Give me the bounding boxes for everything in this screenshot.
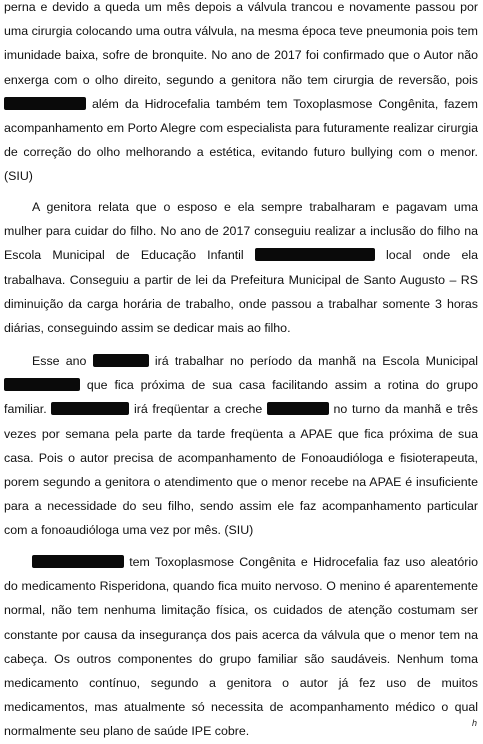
text-segment: A genitora relata que o esposo e ela sempre trabalharam e pagavam uma mulher para cuidar do filho. No ano de 2017 conseguiu realizar a inclusão do filho na Escola Municipal de Educação Infantil xyxy=(4,200,478,263)
redaction-block xyxy=(4,97,86,110)
redaction-block xyxy=(51,402,129,415)
text-segment: Esse ano xyxy=(32,354,87,368)
text-segment: irá trabalhar no período da manhã na Escola Municipal xyxy=(154,354,478,368)
paragraph-routine xyxy=(4,349,478,543)
redaction-block xyxy=(267,402,329,415)
redaction-block xyxy=(4,378,80,391)
text-segment: tem Toxoplasmose Congênita e Hidrocefalia faz uso aleatório do medicamento Risperidona, quando fica muito nervoso. O menino é aparentemente normal, não tem nenhuma limitação física, os cuidados de atenção costumam ser constante por causa da insegurança dos pais acerca da válvula que o menor tem na cabeça. Os outros componentes do grupo familiar são saudáveis. Nenhum toma medicamento contínuo, segundo a genitora o autor já fez uso de muitos medicamentos, mas atualmente só necessita de acompanhamento médico o qual normalmente seu plano de saúde IPE cobre. xyxy=(4,555,478,739)
paragraph-health xyxy=(4,550,478,744)
paragraph-family-work xyxy=(4,195,478,340)
text-segment: local onde ela trabalhava. Conseguiu a partir de lei da Prefeitura Municipal de Santo Augusto – RS diminuição da carga horária de trabalho, onde passou a trabalhar somente 3 horas diárias, conseguindo assim se dedicar mais ao filho. xyxy=(4,248,478,336)
text-segment: além da Hidrocefalia também tem Toxoplasmose Congênita, fazem acompanhamento em Porto Alegre com especialista para futuramente realizar cirurgia de correção do olho melhorando a estética, evitando futuro bullying com o menor. (SIU) xyxy=(4,96,478,184)
text-segment: que fica próxima de sua casa facilitando assim a rotina do grupo familiar. xyxy=(4,378,478,417)
text-segment: irá freqüentar a creche xyxy=(133,402,263,417)
text-segment: perna e devido a queda um mês depois a válvula trancou e novamente passou por uma cirurgia colocando uma outra válvula, na mesma época teve pneumonia pois tem imunidade baixa, sofre de bronquite. No ano de 2017 foi confirmado que o Autor não enxerga com o olho direito, segundo a genitora não tem cirurgia de reversão, pois xyxy=(4,0,478,87)
text-segment: no turno da manhã e três vezes por semana pela parte da tarde freqüenta a APAE que fica próxima de sua casa. Pois o autor precisa de acompanhamento de Fonoaudióloga e fisioterapeuta, porem segundo a genitora o atendimento que o menor recebe na APAE é insuficiente para a necessidade do seu filho, sendo assim ele faz acompanhamento particular com a fonoaudióloga uma vez por mês. (SIU) xyxy=(4,402,478,538)
redaction-block xyxy=(93,354,149,367)
redaction-block xyxy=(255,248,375,261)
margin-initial: h xyxy=(471,718,477,728)
paragraph-medical-history xyxy=(4,0,478,189)
redaction-block xyxy=(32,555,124,568)
